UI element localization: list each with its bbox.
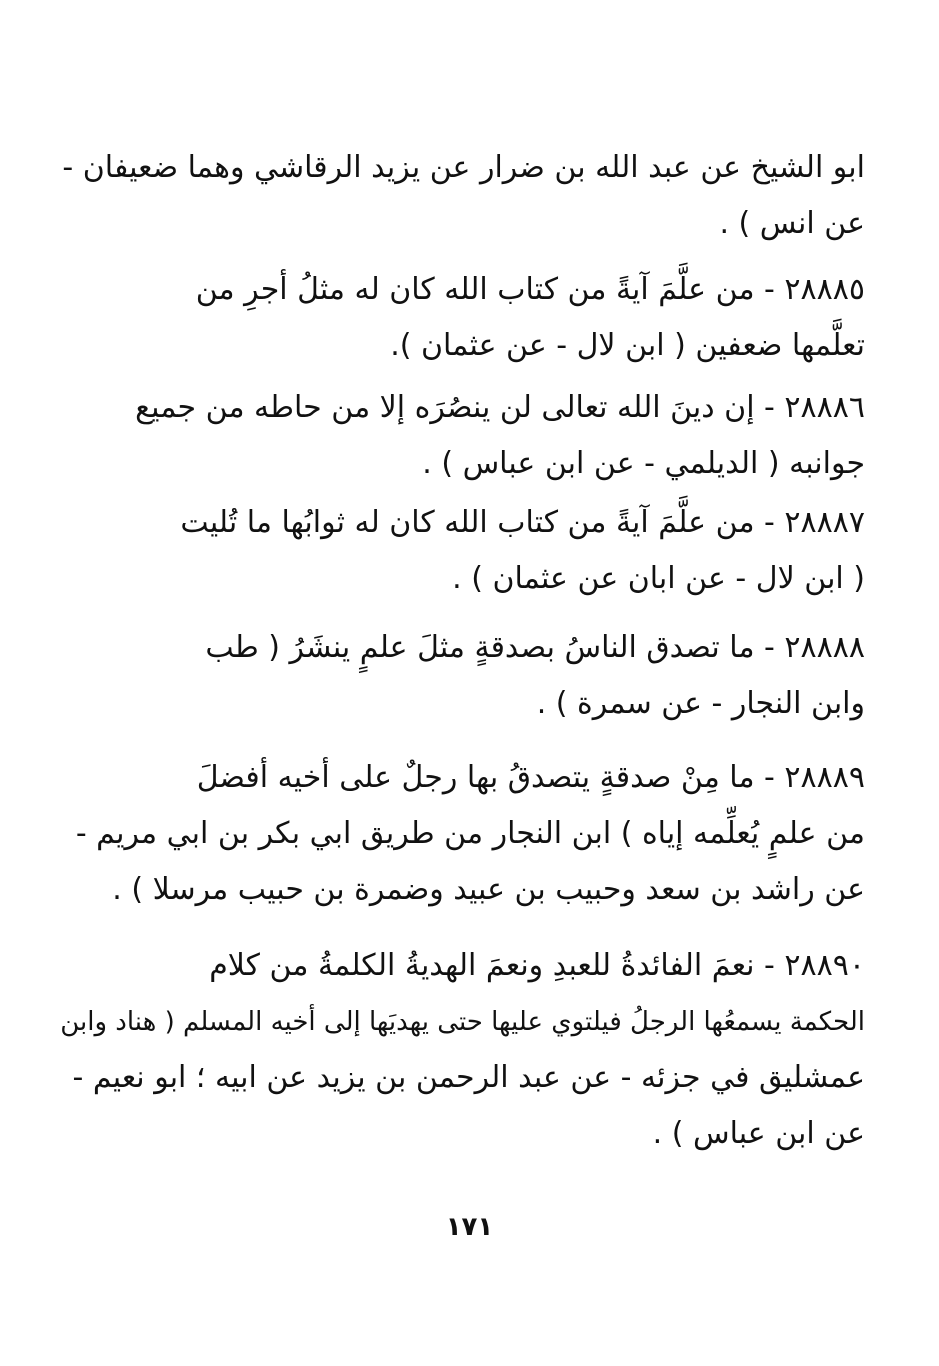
hadith-28887 bbox=[165, 495, 865, 607]
text-line: ٢٨٨٨٧ - من علَّمَ آيةً من كتاب الله كان له ثوابُها ما تُليت bbox=[180, 505, 865, 540]
text-line: الحكمة يسمعُها الرجلُ فيلتوي عليها حتى يهديَها إلى أخيه المسلم ( هناد وابن bbox=[60, 1007, 865, 1037]
text-line: ابو الشيخ عن عبد الله بن ضرار عن يزيد الرقاشي وهما ضعيفان - bbox=[62, 150, 865, 185]
text-line: عن ابن عباس ) . bbox=[652, 1116, 865, 1151]
text-line: عن راشد بن سعد وحبيب بن عبيد وضمرة بن حبيب مرسلا ) . bbox=[112, 872, 865, 907]
hadith-28888 bbox=[165, 620, 865, 732]
page-number: ١٧١ bbox=[445, 1212, 494, 1242]
text-line: جوانبه ( الديلمي - عن ابن عباس ) . bbox=[422, 446, 865, 481]
text-line: ٢٨٨٨٦ - إن دينَ الله تعالى لن ينصُرَه إلا من حاطه من جميع bbox=[135, 390, 865, 425]
text-line: ٢٨٨٩٠ - نعمَ الفائدةُ للعبدِ ونعمَ الهديةُ الكلمةُ من كلام bbox=[209, 948, 865, 983]
hadith-28889 bbox=[75, 750, 865, 918]
hadith-28886 bbox=[135, 380, 865, 492]
text-line: ٢٨٨٨٩ - ما مِنْ صدقةٍ يتصدقُ بها رجلٌ على أخيه أفضلَ bbox=[196, 760, 865, 795]
text-line: ( ابن لال - عن ابان عن عثمان ) . bbox=[452, 561, 865, 596]
text-line: عمشليق في جزئه - عن عبد الرحمن بن يزيد عن ابيه ؛ ابو نعيم - bbox=[72, 1060, 865, 1095]
text-line: عن انس ) . bbox=[719, 206, 865, 241]
text-line: ٢٨٨٨٥ - من علَّمَ آيةً من كتاب الله كان له مثلُ أجرِ من bbox=[195, 272, 865, 307]
text-line: وابن النجار - عن سمرة ) . bbox=[536, 686, 865, 721]
hadith-28885 bbox=[165, 262, 865, 374]
hadith-28890 bbox=[60, 938, 865, 1162]
paragraph-continuation bbox=[62, 140, 865, 252]
text-line: من علمٍ يُعلِّمه إياه ) ابن النجار من طريق ابي بكر بن ابي مريم - bbox=[75, 816, 865, 851]
text-line: تعلَّمها ضعفين ( ابن لال - عن عثمان ). bbox=[390, 328, 865, 363]
text-line: ٢٨٨٨٨ - ما تصدق الناسُ بصدقةٍ مثلَ علمٍ ينشَرُ ( طب bbox=[205, 630, 865, 665]
